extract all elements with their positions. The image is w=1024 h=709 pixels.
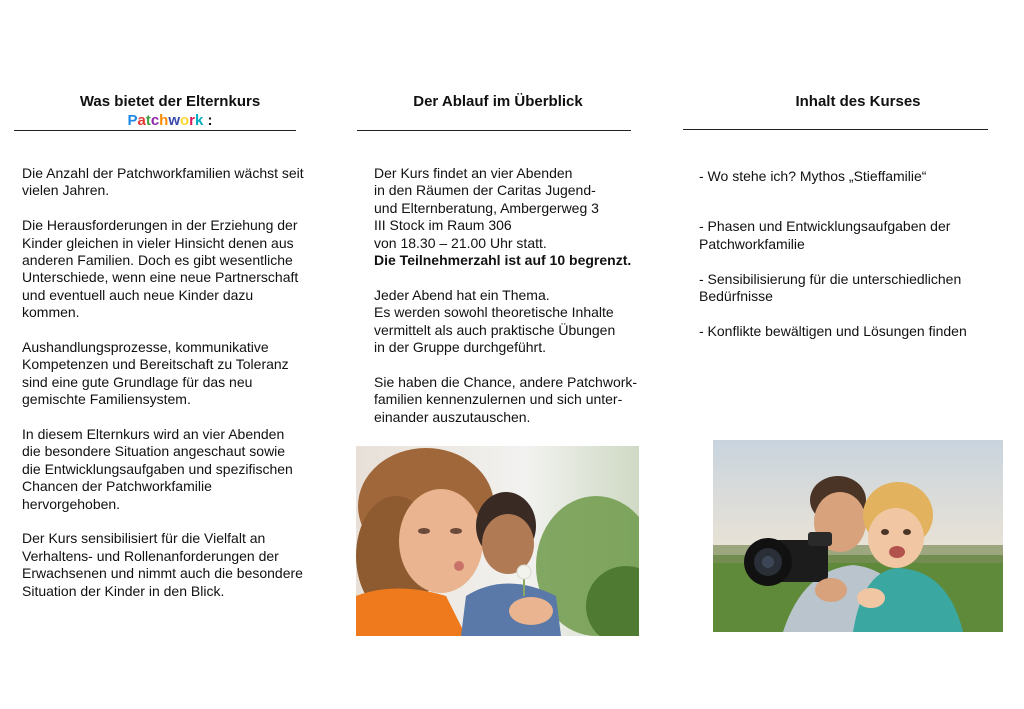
col3-body [699, 168, 1019, 340]
patchwork-letter: a [137, 112, 146, 129]
text-line: Kinder gleichen in vieler Hinsicht denen aus [22, 234, 294, 251]
col1-rule [14, 130, 296, 131]
text-line: einander auszutauschen. [374, 408, 531, 425]
patchwork-letter: c [150, 112, 160, 129]
text-line: - Wo stehe ich? Mythos „Stieffamilie“ [699, 168, 927, 184]
col3-heading: Inhalt des Kurses [795, 93, 921, 110]
text-line: sind eine gute Grundlage für das neu [22, 373, 253, 390]
text-line: und Elternberatung, Ambergerweg 3 [374, 199, 599, 216]
text-line: vielen Jahren. [22, 182, 110, 199]
col2-rule [357, 130, 631, 131]
text-line: Verhaltens- und Rollenanforderungen der [22, 547, 279, 564]
col3-rule [683, 129, 988, 130]
col2-body [374, 165, 674, 426]
photo-mother-child-illustration [356, 446, 639, 636]
text-line: in der Gruppe durchgeführt. [374, 339, 546, 356]
text-line: die besondere Situation angeschaut sowie [22, 443, 286, 460]
patchwork-letter: P [127, 112, 138, 129]
text-line: und eventuell auch neue Kinder dazu [22, 286, 254, 303]
text-line: Situation der Kinder in den Blick. [22, 582, 225, 599]
patchwork-letter: h [159, 112, 169, 129]
text-line: vermittelt als auch praktische Übungen [374, 321, 616, 338]
course-content-item [699, 323, 1019, 340]
text-line: - Phasen und Entwicklungsaufgaben der [699, 218, 951, 235]
col1-paragraph [22, 426, 332, 513]
col2-theme-block [374, 287, 674, 357]
text-line: Unterschiede, wenn eine neue Partnerschaft [22, 269, 299, 286]
text-line: von 18.30 – 21.00 Uhr statt. [374, 234, 547, 251]
text-line: gemischte Familiensystem. [22, 391, 191, 408]
col1-heading-line2 [40, 111, 300, 130]
text-line: anderen Familien. Doch es gibt wesentliche [22, 252, 293, 269]
course-content-item [699, 218, 1019, 253]
text-line: Bedürfnisse [699, 288, 773, 305]
patchwork-letter: t [145, 112, 151, 129]
text-line: III Stock im Raum 306 [374, 217, 512, 234]
text-line: Patchworkfamilie [699, 235, 805, 252]
photo-mother-child-dandelion [356, 446, 639, 636]
col1-heading-suffix: : [203, 112, 213, 129]
text-line: Erwachsenen und nimmt auch die besondere [22, 565, 303, 582]
patchwork-letter: o [180, 112, 190, 129]
col1-paragraph [22, 530, 332, 600]
col1-paragraph [22, 339, 332, 409]
col2-heading: Der Ablauf im Überblick [413, 93, 583, 110]
text-line: Aushandlungsprozesse, kommunikative [22, 339, 269, 356]
text-line: die Entwicklungsaufgaben und spezifischen [22, 460, 293, 477]
col1-heading [40, 92, 300, 130]
text-line: Die Anzahl der Patchworkfamilien wächst seit [22, 165, 304, 181]
col2-schedule-block [374, 165, 674, 252]
course-content-item [699, 271, 1019, 306]
text-line: In diesem Elternkurs wird an vier Abenden [22, 426, 285, 443]
col2-exchange-block [374, 374, 674, 426]
patchwork-letter: w [168, 112, 180, 129]
photo-father-child-illustration [713, 440, 1003, 632]
text-line: Die Herausforderungen in der Erziehung der [22, 217, 298, 234]
text-line: familien kennenzulernen und sich unter- [374, 391, 623, 408]
photo-father-child-camera [713, 440, 1003, 632]
text-line: hervorgehoben. [22, 495, 121, 512]
col1-paragraph [22, 217, 332, 321]
text-line: Der Kurs findet an vier Abenden [374, 165, 573, 181]
patchwork-letter: k [195, 112, 204, 129]
text-line: Sie haben die Chance, andere Patchwork- [374, 373, 638, 390]
text-line: kommen. [22, 304, 80, 321]
col1-paragraph [22, 165, 332, 200]
text-line: Es werden sowohl theoretische Inhalte [374, 304, 614, 321]
text-line: in den Räumen der Caritas Jugend- [374, 182, 596, 199]
text-line: - Sensibilisierung für die unterschiedlichen [699, 270, 962, 287]
patchwork-letter: r [189, 112, 196, 129]
course-content-item [699, 168, 1019, 185]
text-line: - Konflikte bewältigen und Lösungen finden [699, 322, 967, 339]
participant-limit-note: Die Teilnehmerzahl ist auf 10 begrenzt. [374, 252, 632, 269]
col1-heading-line1: Was bietet der Elternkurs [79, 93, 261, 110]
text-line: Jeder Abend hat ein Thema. [374, 286, 550, 303]
text-line: Chancen der Patchworkfamilie [22, 478, 212, 495]
text-line: Der Kurs sensibilisiert für die Vielfalt an [22, 530, 266, 547]
patchwork-colored-word [127, 112, 203, 129]
text-line: Kompetenzen und Bereitschaft zu Toleranz [22, 356, 289, 373]
col1-body [22, 165, 332, 600]
